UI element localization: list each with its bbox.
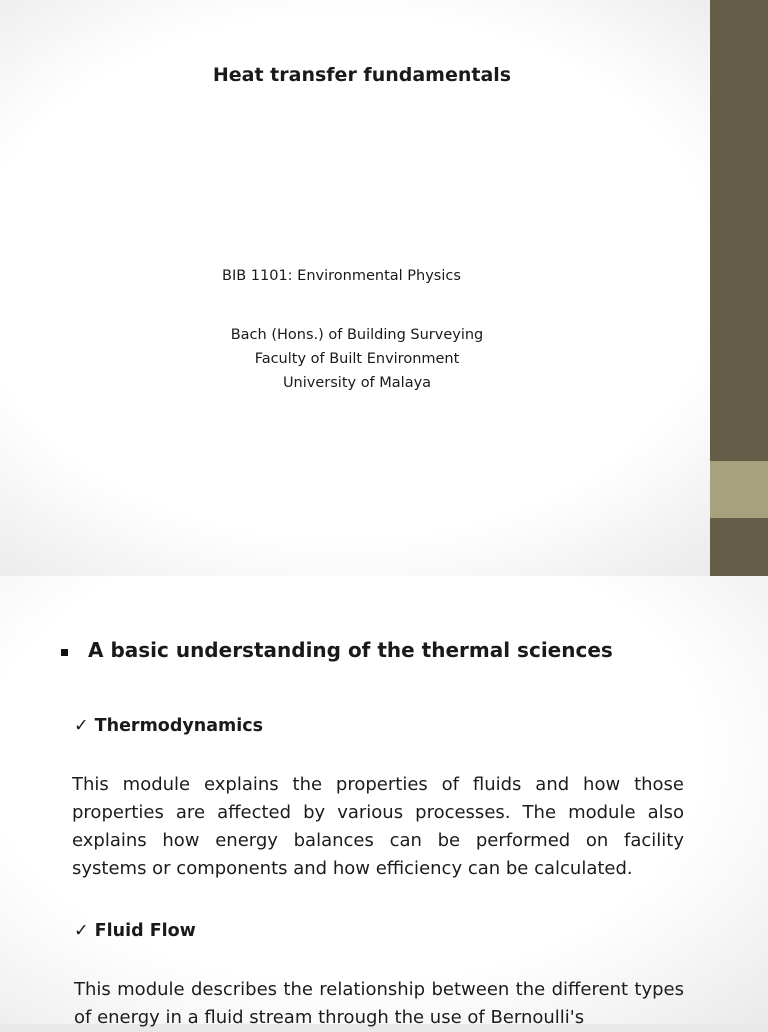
- affiliation-block: [150, 323, 564, 395]
- university-line: University of Malaya: [282, 375, 432, 391]
- section-title: Thermodynamics: [94, 716, 264, 736]
- checkmark-icon: ✓: [74, 716, 89, 736]
- section-fluid-flow: [74, 921, 196, 941]
- checkmark-icon: ✓: [74, 921, 89, 941]
- section-title: Fluid Flow: [94, 921, 196, 941]
- slide-heading: A basic understanding of the thermal sciences: [88, 638, 613, 662]
- fluid-flow-description: This module describes the relationship between the different types of energy in a fluid stream through the use of Bernoulli's: [74, 979, 684, 1028]
- section-thermodynamics: [74, 716, 263, 736]
- slide-title: Heat transfer fundamentals: [212, 64, 512, 86]
- faculty-line: Faculty of Built Environment: [254, 351, 460, 367]
- thermodynamics-description: This module explains the properties of fluids and how those properties are affected by various processes. The module also explains how energy balances can be performed on facility systems or components and how efficiency can be calculated.: [72, 774, 684, 879]
- degree-line: Bach (Hons.) of Building Surveying: [230, 327, 484, 343]
- course-code: BIB 1101: Environmental Physics: [222, 268, 461, 284]
- square-bullet-icon: [61, 649, 68, 656]
- slide-sidebar-accent: [710, 461, 768, 518]
